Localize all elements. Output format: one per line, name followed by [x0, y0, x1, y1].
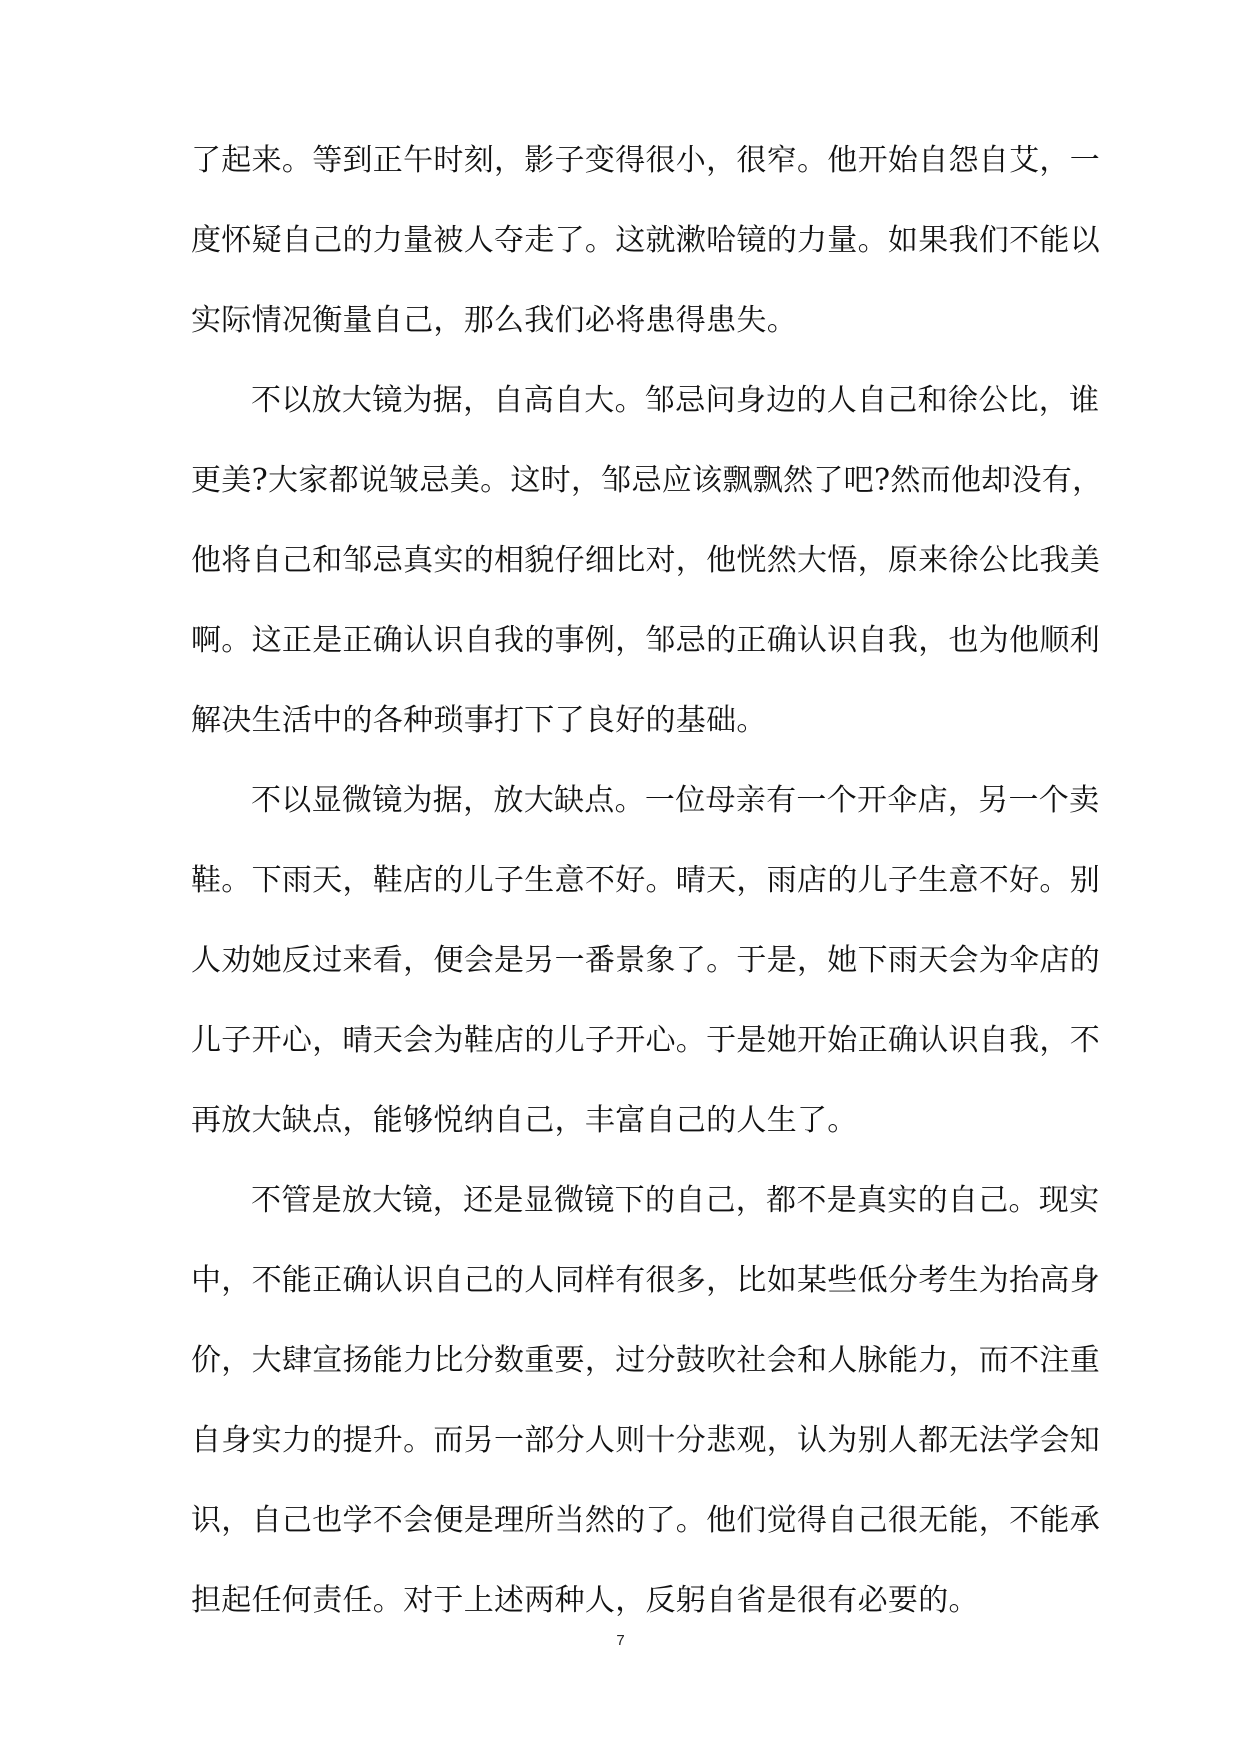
paragraph-first-line: 不管是放大镜，还是显微镜下的自己，都不是真实的自己。现实	[251, 1183, 1100, 1218]
text-line: 啊。这正是正确认识自我的事例，邹忌的正确认识自我，也为他顺利	[191, 623, 1100, 658]
text-line: 了起来。等到正午时刻，影子变得很小，很窄。他开始自怨自艾，一	[191, 143, 1100, 178]
paragraph-first-line: 不以放大镜为据，自高自大。邹忌问身边的人自己和徐公比，谁	[251, 383, 1100, 418]
text-line: 鞋。下雨天，鞋店的儿子生意不好。晴天，雨店的儿子生意不好。别	[191, 863, 1100, 898]
paragraph-first-line: 不以显微镜为据，放大缺点。一位母亲有一个开伞店，另一个卖	[251, 783, 1100, 818]
text-line: 度怀疑自己的力量被人夺走了。这就漱哈镜的力量。如果我们不能以	[191, 223, 1100, 258]
text-line: 识，自己也学不会便是理所当然的了。他们觉得自己很无能，不能承	[191, 1503, 1100, 1538]
text-line: 再放大缺点，能够悦纳自己，丰富自己的人生了。	[191, 1103, 858, 1138]
text-line: 他将自己和邹忌真实的相貌仔细比对，他恍然大悟，原来徐公比我美	[191, 543, 1100, 578]
text-line: 更美?大家都说皱忌美。这时，邹忌应该飘飘然了吧?然而他却没有，	[191, 463, 1103, 498]
text-line: 人劝她反过来看，便会是另一番景象了。于是，她下雨天会为伞店的	[191, 943, 1100, 978]
text-line: 中，不能正确认识自己的人同样有很多，比如某些低分考生为抬高身	[191, 1263, 1100, 1298]
text-line: 儿子开心，晴天会为鞋店的儿子开心。于是她开始正确认识自我，不	[191, 1023, 1100, 1058]
text-line: 担起任何责任。对于上述两种人，反躬自省是很有必要的。	[191, 1583, 979, 1618]
text-line: 解决生活中的各种琐事打下了良好的基础。	[191, 703, 767, 738]
text-line: 价，大肆宣扬能力比分数重要，过分鼓吹社会和人脉能力，而不注重	[191, 1343, 1100, 1378]
body-text	[191, 141, 1103, 1661]
text-line: 实际情况衡量自己，那么我们必将患得患失。	[191, 303, 797, 338]
page-number: 7	[616, 1632, 625, 1649]
text-line: 自身实力的提升。而另一部分人则十分悲观，认为别人都无法学会知	[191, 1423, 1100, 1458]
